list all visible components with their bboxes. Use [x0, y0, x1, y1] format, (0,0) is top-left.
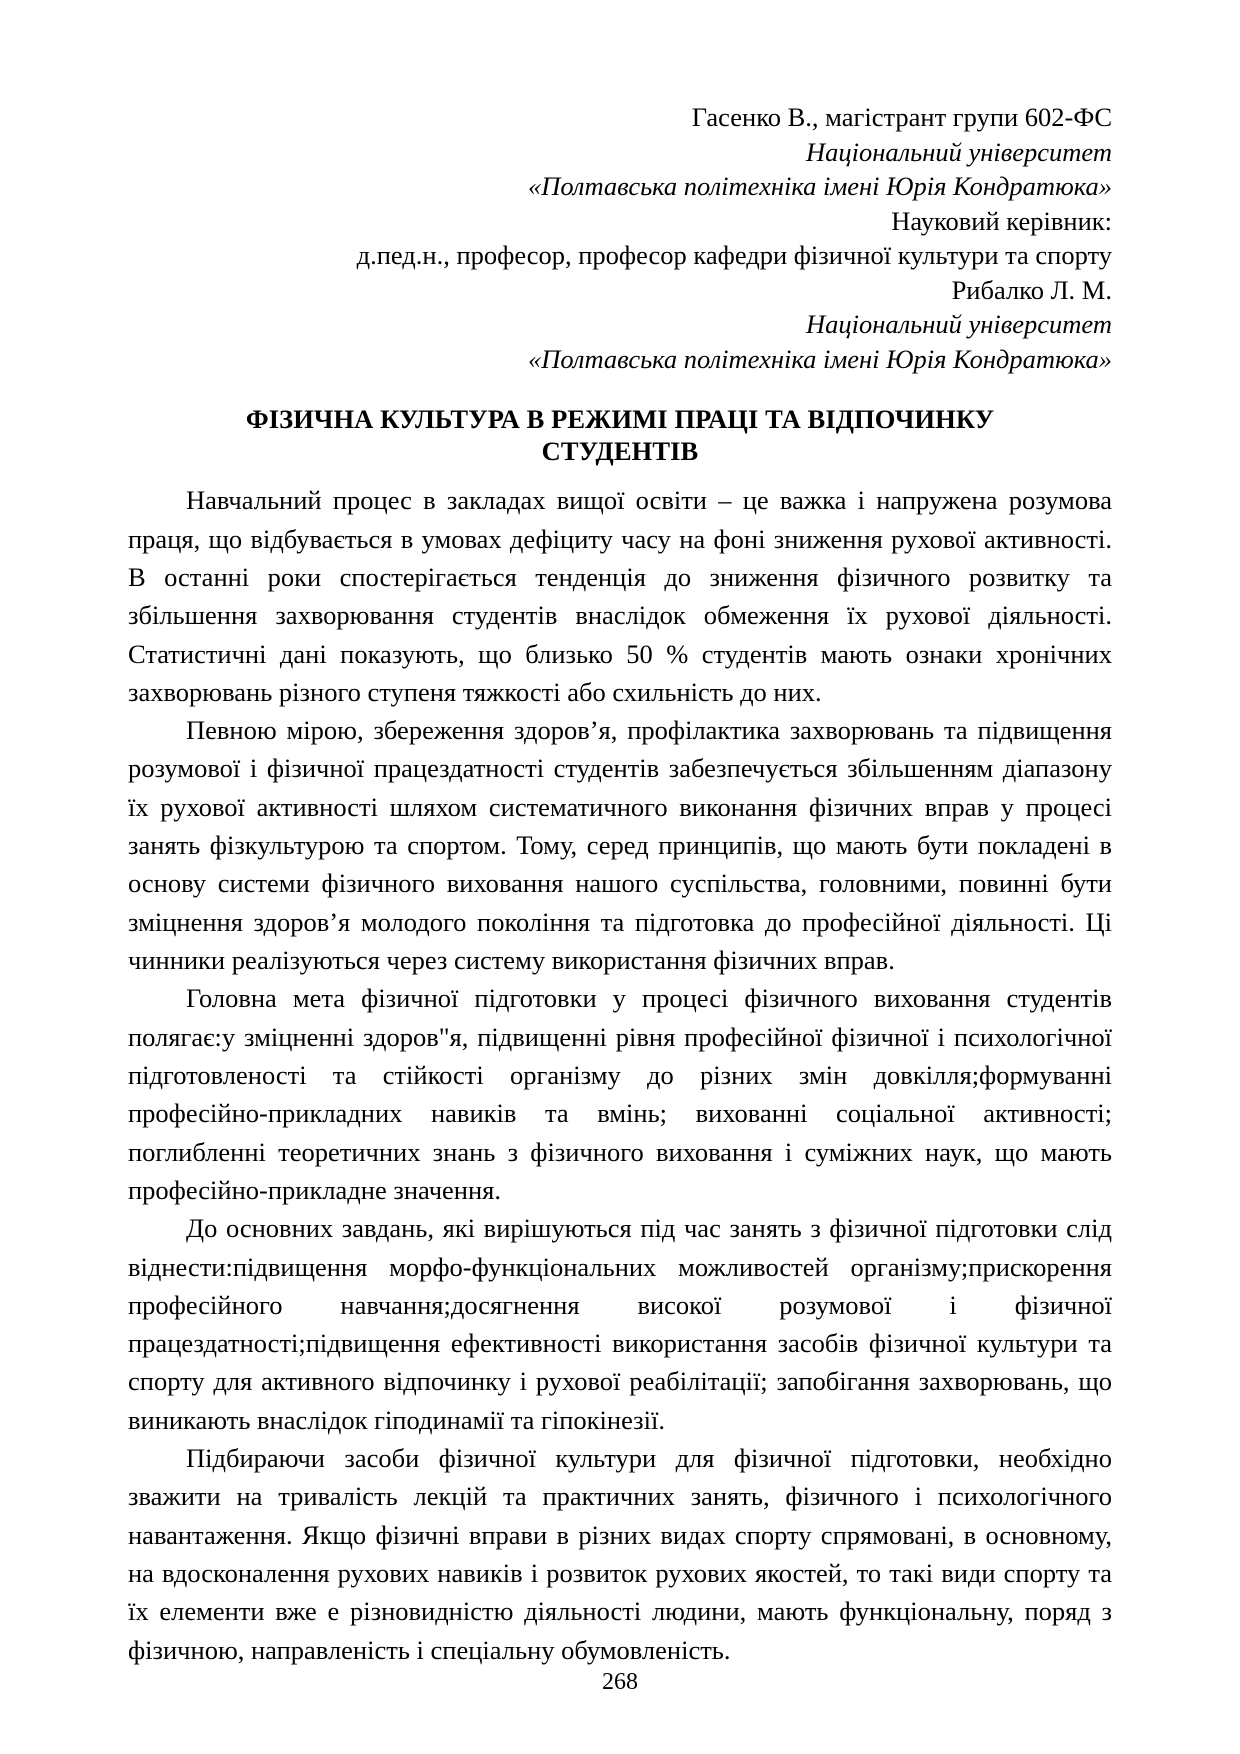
- page-title-line-1: ФІЗИЧНА КУЛЬТУРА В РЕЖИМІ ПРАЦІ ТА ВІДПОЧИНКУ: [245, 403, 995, 434]
- page-title-line-2: СТУДЕНТІВ: [541, 435, 699, 466]
- header-line-supervisor-label: Науковий керівник:: [891, 205, 1112, 236]
- header-line-university-name-1: «Полтавська політехніка імені Юрія Кондратюка»: [527, 171, 1112, 202]
- header-line-university-2: Національний університет: [805, 309, 1112, 340]
- author-affiliation-header: [128, 100, 1112, 377]
- body-paragraph: Навчальний процес в закладах вищої освіти – це важка і напружена розумова праця, що відбувається в умовах дефіциту часу на фоні зниження рухової активності. В останні роки спостерігається тенденція до зниження фізичного розвитку та збільшення захворювання студентів внаслідок обмеження їх рухової діяльності. Статистичні дані показують, що близько 50 % студентів мають ознаки хронічних захворювань різного ступеня тяжкості або схильність до них.: [128, 485, 1112, 707]
- body-paragraph: Головна мета фізичної підготовки у процесі фізичного виховання студентів полягає:у зміцненні здоров"я, підвищенні рівня професійної фізичної і психологічної підготовленості та стійкості організму до різних змін довкілля;формуванні професійно-прикладних навиків та вмінь; вихованні соціальної активності; поглибленні теоретичних знань з фізичного виховання і суміжних наук, що мають професійно-прикладне значення.: [128, 983, 1112, 1205]
- body-paragraph: Певною мірою, збереження здоров’я, профілактика захворювань та підвищення розумової і фізичної працездатності студентів забезпечується збільшенням діапазону їх рухової активності шляхом систематичного виконання фізичних вправ у процесі занять фізкультурою та спортом. Тому, серед принципів, що мають бути покладені в основу системи фізичного виховання нашого суспільства, головними, повинні бути зміцнення здоров’я молодого покоління та підготовка до професійної діяльності. Ці чинники реалізуються через систему використання фізичних вправ.: [128, 715, 1112, 976]
- body-paragraph: До основних завдань, які вирішуються під час занять з фізичної підготовки слід віднести:підвищення морфо-функціональних можливостей організму;прискорення професійного навчання;досягнення високої розумової і фізичної працездатності;підвищення ефективності використання засобів фізичної культури та спорту для активного відпочинку і рухової реабілітації; запобігання захворювань, що виникають внаслідок гіподинамії та гіпокінезії.: [128, 1213, 1112, 1435]
- page-number: 268: [602, 1669, 638, 1695]
- header-line-university-1: Національний університет: [805, 136, 1112, 167]
- header-line-university-name-2: «Полтавська політехніка імені Юрія Кондратюка»: [527, 344, 1112, 375]
- header-line-supervisor-title: д.пед.н., професор, професор кафедри фізичної культури та спорту: [356, 240, 1112, 271]
- header-line-supervisor-name: Рибалко Л. М.: [951, 274, 1112, 305]
- header-line-author-name: Гасенко В., магістрант групи 602-ФС: [691, 102, 1112, 132]
- body-paragraph: Підбираючи засоби фізичної культури для фізичної підготовки, необхідно зважити на тривалість лекцій та практичних занять, фізичного і психологічного навантаження. Якщо фізичні вправи в різних видах спорту спрямовані, в основному, на вдосконалення рухових навиків і розвиток рухових якостей, то такі види спорту та їх елементи вже е різновидністю діяльності людини, мають функціональну, поряд з фізичною, направленість і спеціальну обумовленість.: [128, 1443, 1112, 1665]
- page-title: [128, 403, 1112, 468]
